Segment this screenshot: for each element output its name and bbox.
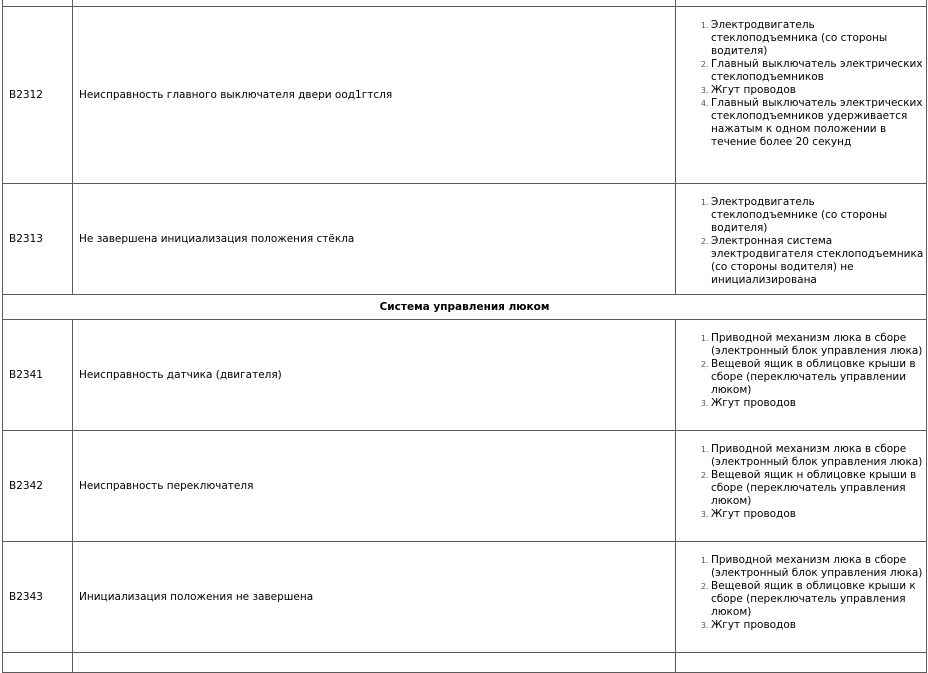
causes-cell: [675, 319, 927, 431]
description-cell: Инициализация положения не завершена: [72, 541, 676, 653]
cause-item: 1. Электродвигатель стеклоподъемнике (со стороны водителя): [711, 196, 924, 235]
description-cell: Неисправность датчика (двигателя): [72, 319, 676, 431]
error-code-cell: B2342: [2, 430, 73, 542]
description-cell: Неисправность главного выключателя двери оод1гтсля: [72, 6, 676, 184]
causes-cell: [675, 6, 927, 184]
error-code-cell: B2313: [2, 183, 73, 295]
cause-item: 2. Вещевой ящик в облицовке крыши в сборе (переключатель управлении люком): [711, 358, 924, 397]
causes-list: [676, 332, 924, 410]
table-cell-empty: [675, 652, 927, 673]
table-cell-empty: [2, 652, 73, 673]
causes-list: [676, 443, 924, 521]
cause-item: 2. Главный выключатель электрических стеклоподъемников: [711, 58, 924, 84]
causes-cell: [675, 541, 927, 653]
section-header: Система управления люком: [2, 294, 927, 320]
description-cell: Не завершена инициализация положения стёкла: [72, 183, 676, 295]
description-cell: Неисправность переключателя: [72, 430, 676, 542]
cause-item: 2. Вещевой ящик в облицовке крыши к сборе (переключатель управления люком): [711, 580, 924, 619]
causes-cell: [675, 430, 927, 542]
cause-item: 3. Жгут проводов: [711, 619, 924, 632]
cause-item: 1. Приводной механизм люка в сборе (электронный блок управления люка): [711, 332, 924, 358]
causes-list: [676, 554, 924, 632]
cause-item: 1. Приводной механизм люка в сборе (электронный блок управления люка): [711, 554, 924, 580]
cause-item: 2. Электронная система электродвигателя стеклоподъемника (со стороны водителя) не инициализирована: [711, 235, 924, 287]
cause-item: 3. Жгут проводов: [711, 397, 924, 410]
cause-item: 1. Приводной механизм люка в сборе (электронный блок управления люка): [711, 443, 924, 469]
table-cell-empty: [72, 652, 676, 673]
causes-list: [676, 196, 924, 287]
error-code-cell: B2341: [2, 319, 73, 431]
causes-list: [676, 19, 924, 149]
causes-cell: [675, 183, 927, 295]
cause-item: 3. Жгут проводов: [711, 508, 924, 521]
cause-item: 2. Вещевой ящик н облицовке крыши в сборе (переключатель управления люком): [711, 469, 924, 508]
cause-item: 3. Жгут проводов: [711, 84, 924, 97]
error-code-cell: B2312: [2, 6, 73, 184]
cause-item: 1. Электродвигатель стеклоподъемника (со стороны водителя): [711, 19, 924, 58]
error-code-cell: B2343: [2, 541, 73, 653]
cause-item: 4. Главный выключатель электрических стеклоподъемников удерживается нажатым к одном положении в течение более 20 секунд: [711, 97, 924, 149]
